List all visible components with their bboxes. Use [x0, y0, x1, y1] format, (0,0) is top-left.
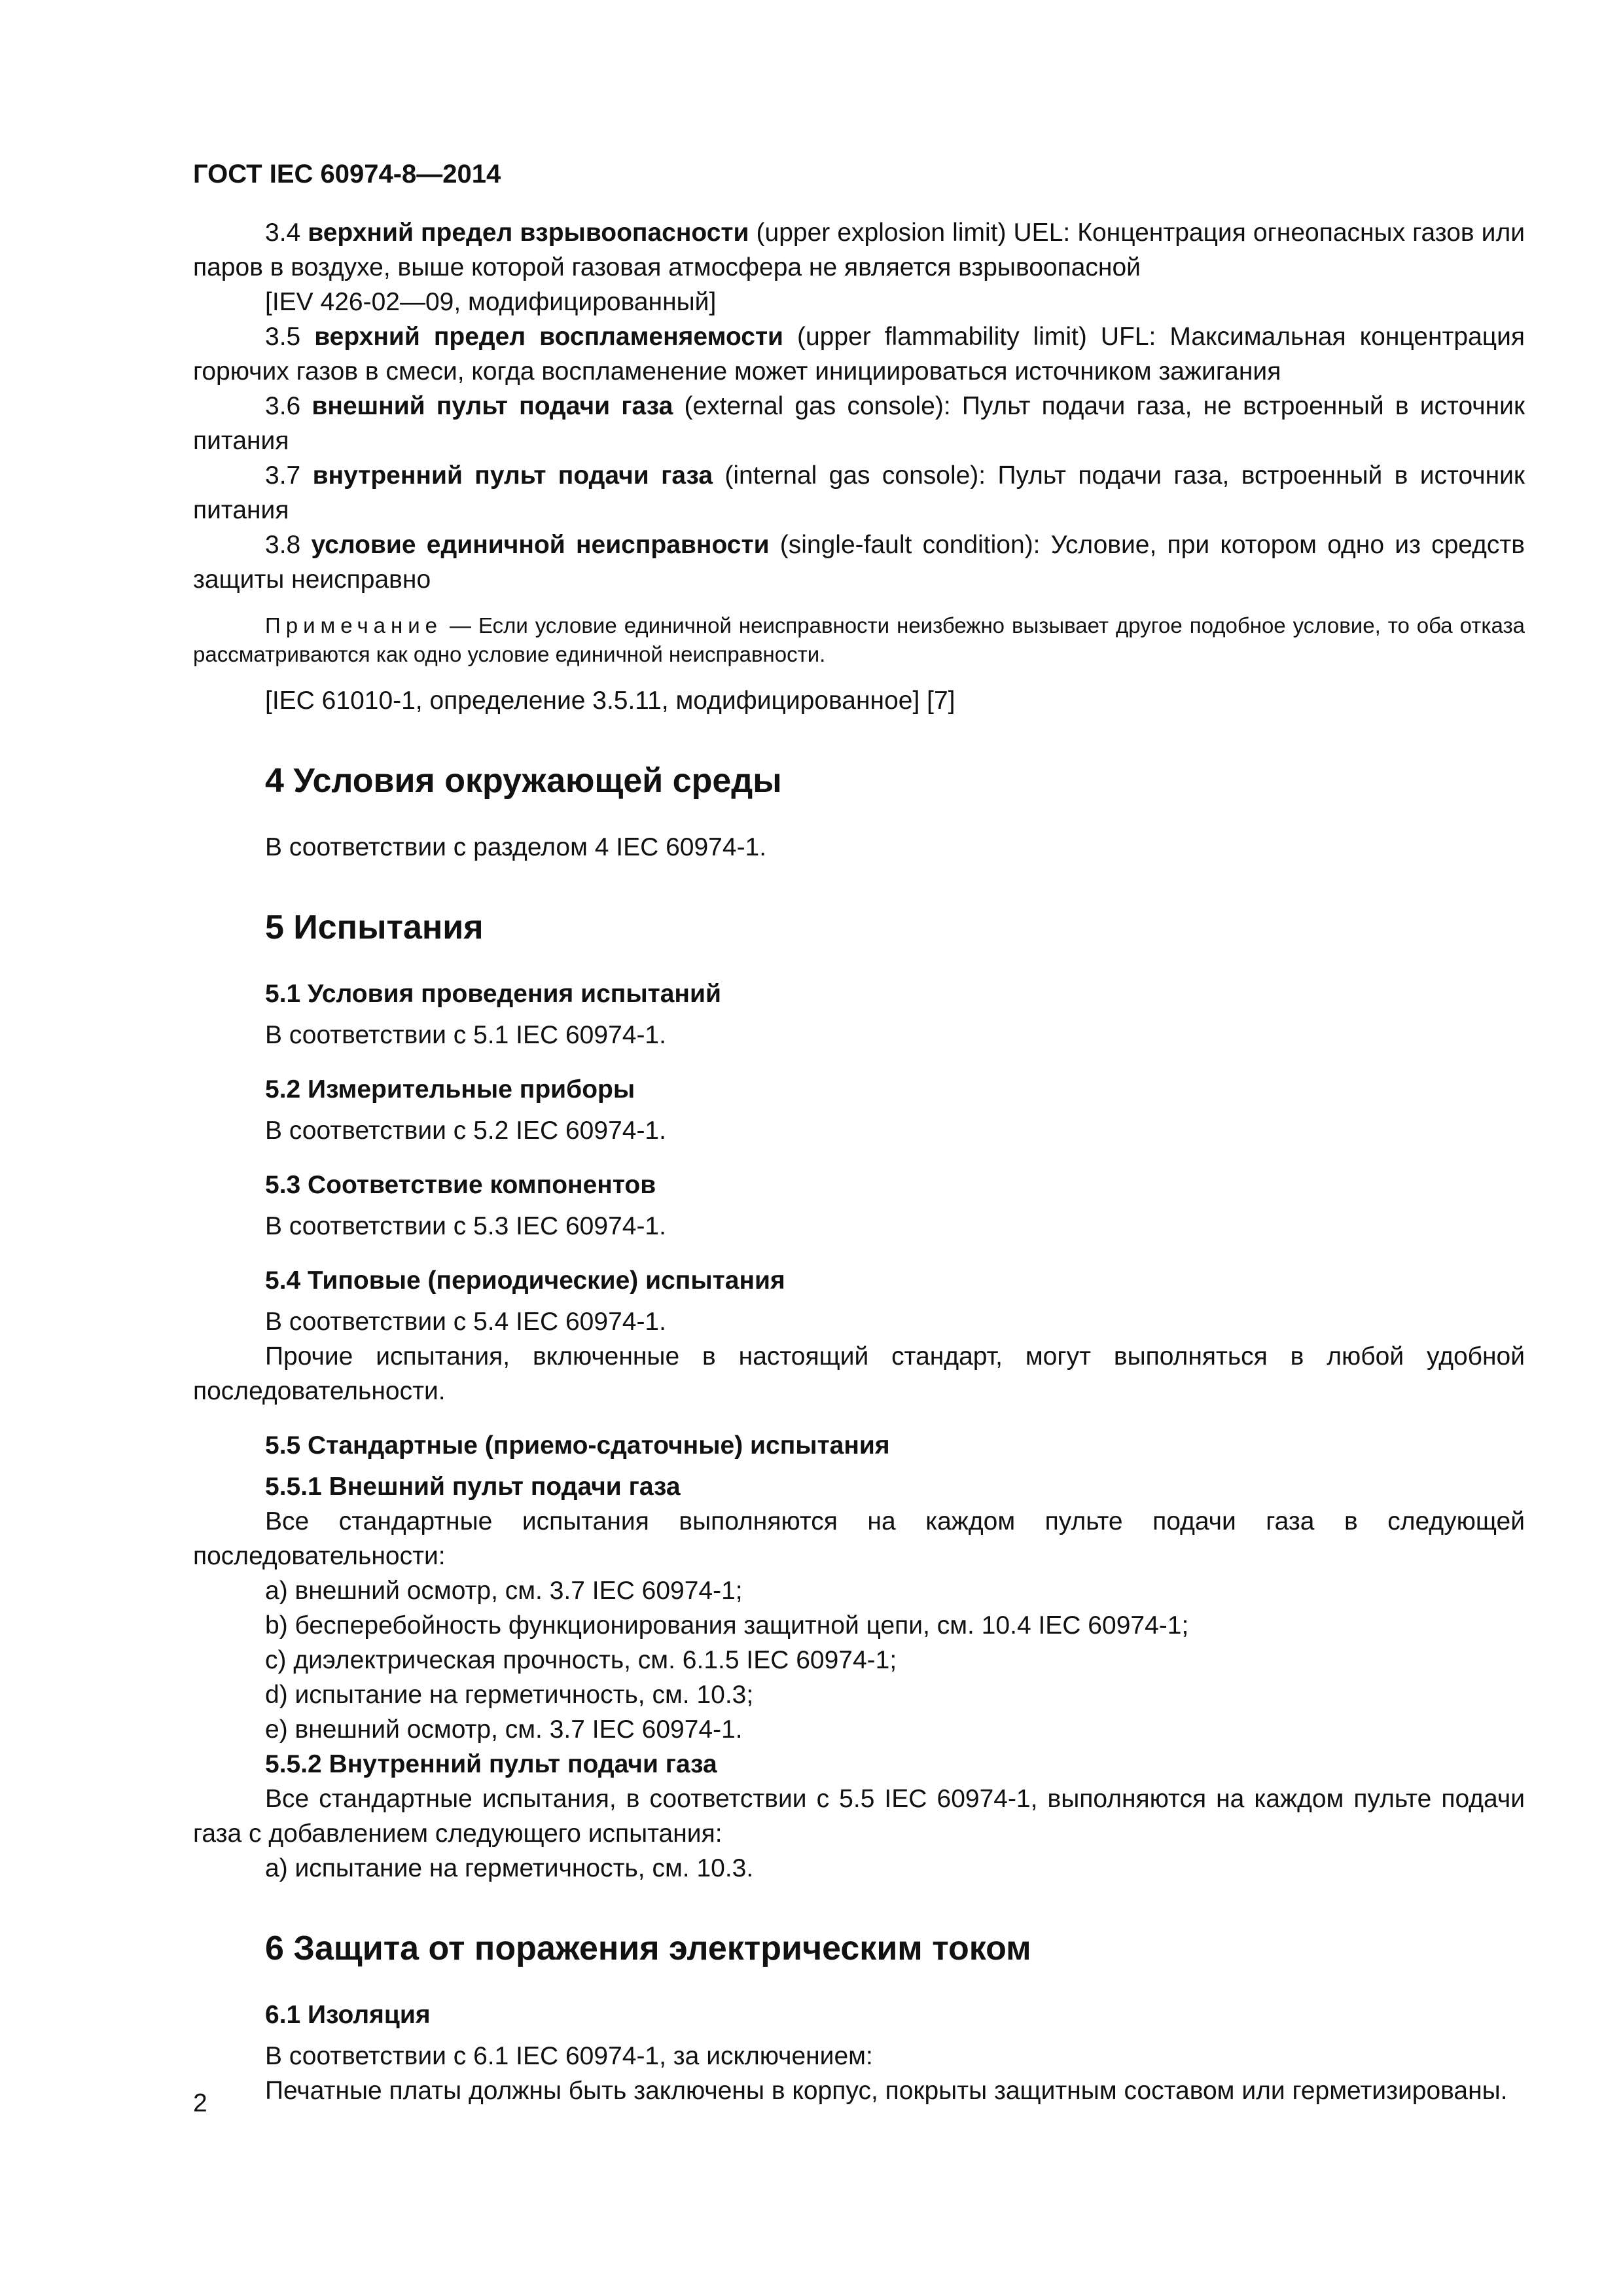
section-5-2-title: 5.2 Измерительные приборы: [265, 1075, 635, 1103]
section-5-5-2-text: Все стандартные испытания, в соответствии с 5.5 IEC 60974-1, выполняются на каждом пульте подачи газа с добавлением следующего испытания:: [193, 1785, 1525, 1848]
list-item: d) испытание на герметичность, см. 10.3;: [265, 1681, 754, 1709]
reference: [IEC 61010-1, определение 3.5.11, модифицированное] [7]: [265, 687, 955, 715]
definition-3-6: 3.6 внешний пульт подачи газа (external gas console): Пульт подачи газа, не встроенный в источник питания: [193, 392, 1525, 455]
term: условие единичной неисправности: [311, 531, 770, 559]
document-header: ГОСТ IEC 60974-8—2014: [193, 160, 501, 188]
list-item: e) внешний осмотр, см. 3.7 IEC 60974-1.: [265, 1715, 743, 1744]
definition-3-4: 3.4 верхний предел взрывоопасности (upper explosion limit) UEL: Концентрация огнеопасных газов или паров в воздухе, выше которой газовая атмосфера не является взрывоопасной: [193, 219, 1525, 281]
list-item: a) испытание на герметичность, см. 10.3.: [265, 1854, 754, 1882]
definition-3-8: 3.8 условие единичной неисправности (single-fault condition): Условие, при котором одно из средств защиты неисправно: [193, 531, 1525, 594]
section-6-1-text2: Печатные платы должны быть заключены в корпус, покрыты защитным составом или герметизированы.: [265, 2077, 1508, 2105]
section-5-5-1-text: Все стандартные испытания выполняются на каждом пульте подачи газа в следующей последовательности:: [193, 1507, 1525, 1570]
page-content: [193, 157, 1525, 2108]
note-label: Примечание: [265, 613, 443, 637]
section-4-text: В соответствии с разделом 4 IEC 60974-1.: [265, 833, 767, 861]
section-5-3-text: В соответствии с 5.3 IEC 60974-1.: [265, 1212, 666, 1240]
term: внутренний пульт подачи газа: [312, 461, 713, 490]
definition-3-5: 3.5 верхний предел воспламеняемости (upper flammability limit) UFL: Максимальная концентрация горючих газов в смеси, когда воспламенение может инициироваться источником зажигания: [193, 323, 1525, 386]
section-6-1-title: 6.1 Изоляция: [265, 2001, 431, 2029]
section-6-1-text: В соответствии с 6.1 IEC 60974-1, за исключением:: [265, 2042, 873, 2070]
section-5-5-title: 5.5 Стандартные (приемо-сдаточные) испытания: [265, 1431, 890, 1460]
section-5-1-text: В соответствии с 5.1 IEC 60974-1.: [265, 1021, 666, 1049]
list-item: a) внешний осмотр, см. 3.7 IEC 60974-1;: [265, 1577, 743, 1605]
term: внешний пульт подачи газа: [312, 392, 673, 420]
section-5-1-title: 5.1 Условия проведения испытаний: [265, 980, 721, 1008]
term: верхний предел воспламеняемости: [314, 323, 784, 351]
term: верхний предел взрывоопасности: [308, 219, 749, 247]
reference: [IEV 426-02—09, модифицированный]: [265, 288, 717, 316]
section-4-title: 4 Условия окружающей среды: [265, 762, 782, 800]
list-item: b) бесперебойность функционирования защитной цепи, см. 10.4 IEC 60974-1;: [265, 1611, 1189, 1640]
section-5-title: 5 Испытания: [265, 908, 484, 946]
section-5-4-text2: Прочие испытания, включенные в настоящий стандарт, могут выполняться в любой удобной последовательности.: [193, 1342, 1525, 1405]
section-5-5-2-title: 5.5.2 Внутренний пульт подачи газа: [265, 1750, 717, 1778]
note: Примечание — Если условие единичной неисправности неизбежно вызывает другое подобное условие, то оба отказа рассматриваются как одно условие единичной неисправности.: [193, 613, 1525, 666]
section-5-5-1-title: 5.5.1 Внешний пульт подачи газа: [265, 1473, 681, 1501]
definition-3-7: 3.7 внутренний пульт подачи газа (internal gas console): Пульт подачи газа, встроенный в источник питания: [193, 461, 1525, 524]
section-5-4-text: В соответствии с 5.4 IEC 60974-1.: [265, 1308, 666, 1336]
section-5-2-text: В соответствии с 5.2 IEC 60974-1.: [265, 1117, 666, 1145]
section-5-3-title: 5.3 Соответствие компонентов: [265, 1171, 656, 1199]
page-number: 2: [193, 2089, 207, 2117]
section-6-title: 6 Защита от поражения электрическим током: [265, 1929, 1031, 1967]
section-5-4-title: 5.4 Типовые (периодические) испытания: [265, 1266, 785, 1295]
list-item: c) диэлектрическая прочность, см. 6.1.5 IEC 60974-1;: [265, 1646, 897, 1674]
